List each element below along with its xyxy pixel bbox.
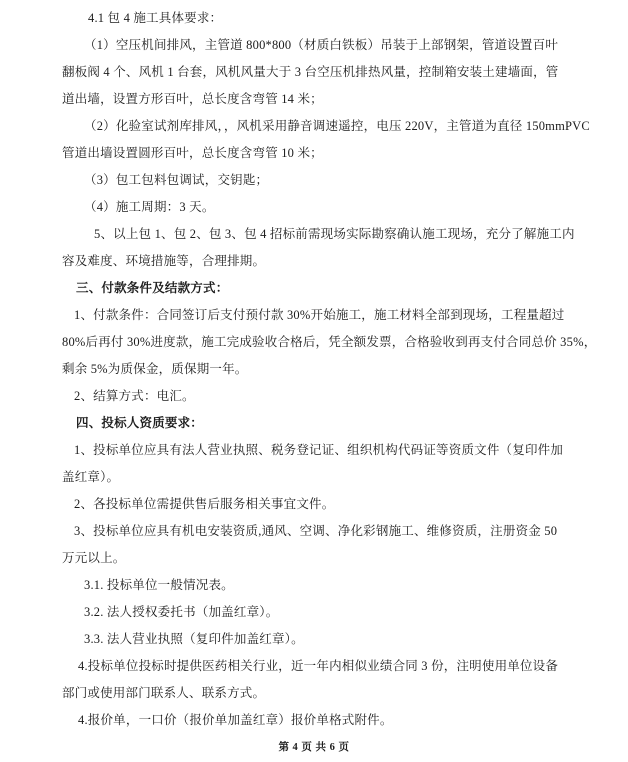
document-line: 翻板阀 4 个、风机 1 台套，风机风量大于 3 台空压机排热风量，控制箱安装土建墙面，管 (62, 65, 559, 79)
document-line: 3.1. 投标单位一般情况表。 (84, 578, 234, 592)
document-line: 3.3. 法人营业执照（复印件加盖红章）。 (84, 632, 304, 646)
document-line: （1）空压机间排风，主管道 800*800（材质白铁板）吊装于上部钢架，管道设置百叶 (84, 38, 559, 52)
document-line: 1、投标单位应具有法人营业执照、税务登记证、组织机构代码证等资质文件（复印件加 (74, 443, 564, 457)
document-line: 容及难度、环境措施等，合理排期。 (62, 254, 266, 268)
document-line: 万元以上。 (62, 551, 126, 565)
document-line: 道出墙，设置方形百叶，总长度含弯管 14 米； (62, 92, 323, 106)
section-heading-payment-terms: 三、付款条件及结款方式： (76, 281, 229, 295)
document-line: 4.投标单位投标时提供医药相关行业，近一年内相似业绩合同 3 份，注明使用单位设备 (78, 659, 559, 673)
document-line: 1、付款条件：合同签订后支付预付款 30%开始施工，施工材料全部到现场，工程量超过 (74, 308, 565, 322)
document-line: 3.2. 法人授权委托书（加盖红章）。 (84, 605, 279, 619)
document-line: （4）施工周期：3 天。 (84, 200, 215, 214)
page-number-footer: 第 4 页 共 6 页 (278, 742, 350, 753)
document-line: （2）化验室试剂库排风，，风机采用静音调速遥控，电压 220V，主管道为直径 150mmPVC (84, 119, 590, 133)
document-line: 部门或使用部门联系人、联系方式。 (62, 686, 266, 700)
document-line: 5、以上包 1、包 2、包 3、包 4 招标前需现场实际勘察确认施工现场，充分了解施工内 (94, 227, 575, 241)
section-heading-bidder-qualifications: 四、投标人资质要求： (76, 416, 204, 430)
document-line: （3）包工包料包调试，交钥匙； (84, 173, 269, 187)
document-line: 2、结算方式：电汇。 (74, 389, 195, 403)
document-line: 4.1 包 4 施工具体要求： (88, 11, 223, 25)
document-line: 剩余 5%为质保金，质保期一年。 (62, 362, 248, 376)
document-line: 管道出墙设置圆形百叶，总长度含弯管 10 米； (62, 146, 323, 160)
document-line: 80%后再付 30%进度款，施工完成验收合格后，凭全额发票，合格验收到再支付合同总价 35%， (62, 335, 597, 349)
document-line: 3、投标单位应具有机电安装资质,通风、空调、净化彩钢施工、维修资质，注册资金 50 (74, 524, 558, 538)
document-line: 盖红章）。 (62, 470, 120, 484)
document-line: 4.报价单，一口价（报价单加盖红章）报价单格式附件。 (78, 713, 393, 727)
document-line: 2、各投标单位需提供售后服务相关事宜文件。 (74, 497, 335, 511)
